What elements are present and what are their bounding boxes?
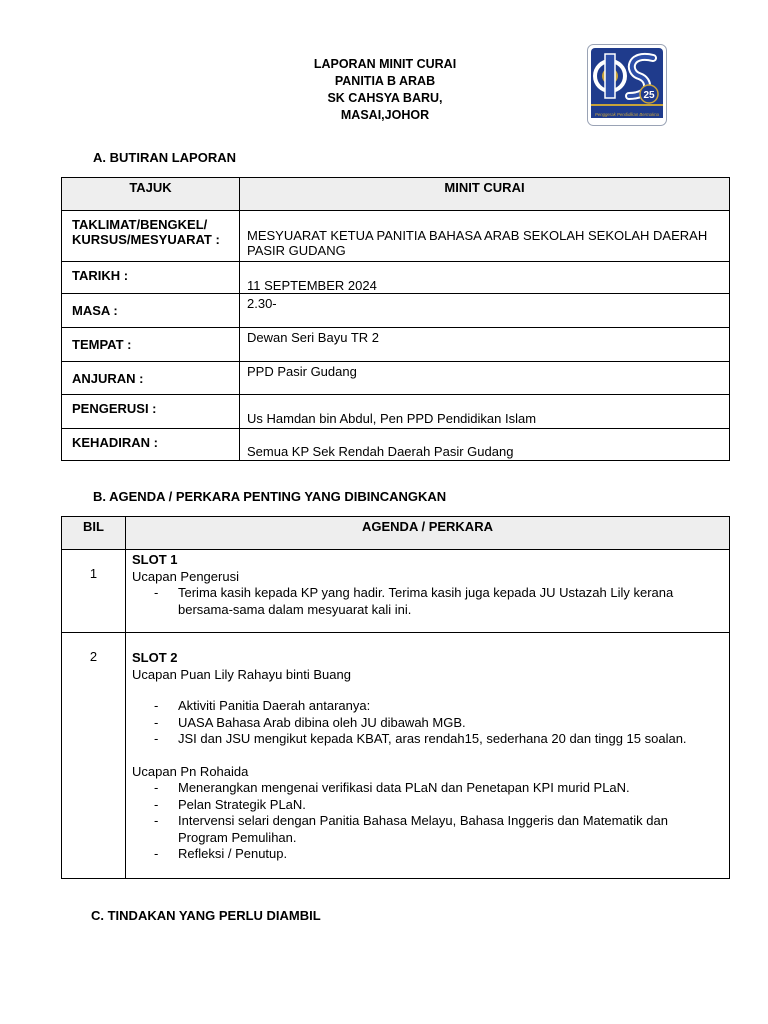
row-label-chairman: PENGERUSI : bbox=[62, 395, 240, 429]
speech-title: Ucapan Puan Lily Rahayu binti Buang bbox=[132, 666, 351, 682]
section-c-title: C. TINDAKAN YANG PERLU DIAMBIL bbox=[91, 908, 321, 923]
report-header bbox=[250, 56, 520, 124]
column-header-agenda: AGENDA / PERKARA bbox=[126, 517, 730, 550]
speech-title: Ucapan Pengerusi bbox=[132, 568, 239, 584]
row-value-event: MESYUARAT KETUA PANITIA BAHASA ARAB SEKOLAH SEKOLAH DAERAH PASIR GUDANG bbox=[240, 211, 730, 262]
table-row bbox=[62, 550, 730, 633]
agenda-content bbox=[126, 550, 730, 633]
row-label-date: TARIKH : bbox=[62, 262, 240, 294]
row-value-time: 2.30- bbox=[240, 294, 730, 328]
row-label-organizer: ANJURAN : bbox=[62, 362, 240, 395]
list-item: - UASA Bahasa Arab dibina oleh JU dibawah MGB. bbox=[154, 715, 721, 732]
row-value-venue: Dewan Seri Bayu TR 2 bbox=[240, 328, 730, 362]
svg-text:Penggerak Pendidikan Bermakna: Penggerak Pendidikan Bermakna bbox=[594, 112, 660, 117]
row-label-attendance: KEHADIRAN : bbox=[62, 429, 240, 461]
header-school: SK CAHSYA BARU, bbox=[327, 91, 443, 105]
row-label-event: TAKLIMAT/BENGKEL/ KURSUS/MESYUARAT : bbox=[62, 211, 240, 262]
agenda-list bbox=[154, 780, 721, 863]
table-row bbox=[62, 633, 730, 879]
list-item: - Pelan Strategik PLaN. bbox=[154, 797, 721, 814]
row-number: 1 bbox=[62, 550, 126, 633]
list-item: - Aktiviti Panitia Daerah antaranya: bbox=[154, 698, 721, 715]
section-a-title: A. BUTIRAN LAPORAN bbox=[93, 150, 236, 165]
row-number: 2 bbox=[62, 633, 126, 879]
agenda-content bbox=[126, 633, 730, 879]
report-details-table bbox=[61, 177, 730, 461]
slot-title: SLOT 2 bbox=[132, 650, 178, 665]
column-header-bil: BIL bbox=[62, 517, 126, 550]
list-item: - Menerangkan mengenai verifikasi data PLaN dan Penetapan KPI murid PLaN. bbox=[154, 780, 721, 797]
header-committee: PANITIA B ARAB bbox=[334, 74, 436, 88]
row-label-venue: TEMPAT : bbox=[62, 328, 240, 362]
svg-text:25: 25 bbox=[643, 90, 655, 101]
row-label-time: MASA : bbox=[62, 294, 240, 328]
list-item: - Terima kasih kepada KP yang hadir. Terima kasih juga kepada JU Ustazah Lily kerana bersama-sama dalam mesyuarat kali ini. bbox=[154, 585, 721, 618]
list-item: - Intervensi selari dengan Panitia Bahasa Melayu, Bahasa Inggeris dan Matematik dan Program Pemulihan. bbox=[154, 813, 721, 846]
column-header-tajuk: TAJUK bbox=[62, 178, 240, 211]
list-item: - JSI dan JSU mengikut kepada KBAT, aras rendah15, sederhana 20 dan tingg 15 soalan. bbox=[154, 731, 721, 748]
agenda-list bbox=[154, 698, 721, 748]
row-value-organizer: PPD Pasir Gudang bbox=[240, 362, 730, 395]
agenda-table bbox=[61, 516, 730, 879]
row-value-date: 11 SEPTEMBER 2024 bbox=[240, 262, 730, 294]
speech-title: Ucapan Pn Rohaida bbox=[132, 763, 249, 779]
header-location: MASAI,JOHOR bbox=[340, 108, 430, 122]
school-logo-icon bbox=[587, 44, 667, 126]
row-value-attendance: Semua KP Sek Rendah Daerah Pasir Gudang bbox=[240, 429, 730, 461]
list-item: - Refleksi / Penutup. bbox=[154, 846, 721, 863]
header-title: LAPORAN MINIT CURAI bbox=[313, 57, 457, 71]
row-value-chairman: Us Hamdan bin Abdul, Pen PPD Pendidikan Islam bbox=[240, 395, 730, 429]
agenda-list bbox=[154, 585, 721, 618]
column-header-minit-curai: MINIT CURAI bbox=[240, 178, 730, 211]
slot-title: SLOT 1 bbox=[132, 552, 178, 567]
section-b-title: B. AGENDA / PERKARA PENTING YANG DIBINCANGKAN bbox=[93, 489, 447, 504]
